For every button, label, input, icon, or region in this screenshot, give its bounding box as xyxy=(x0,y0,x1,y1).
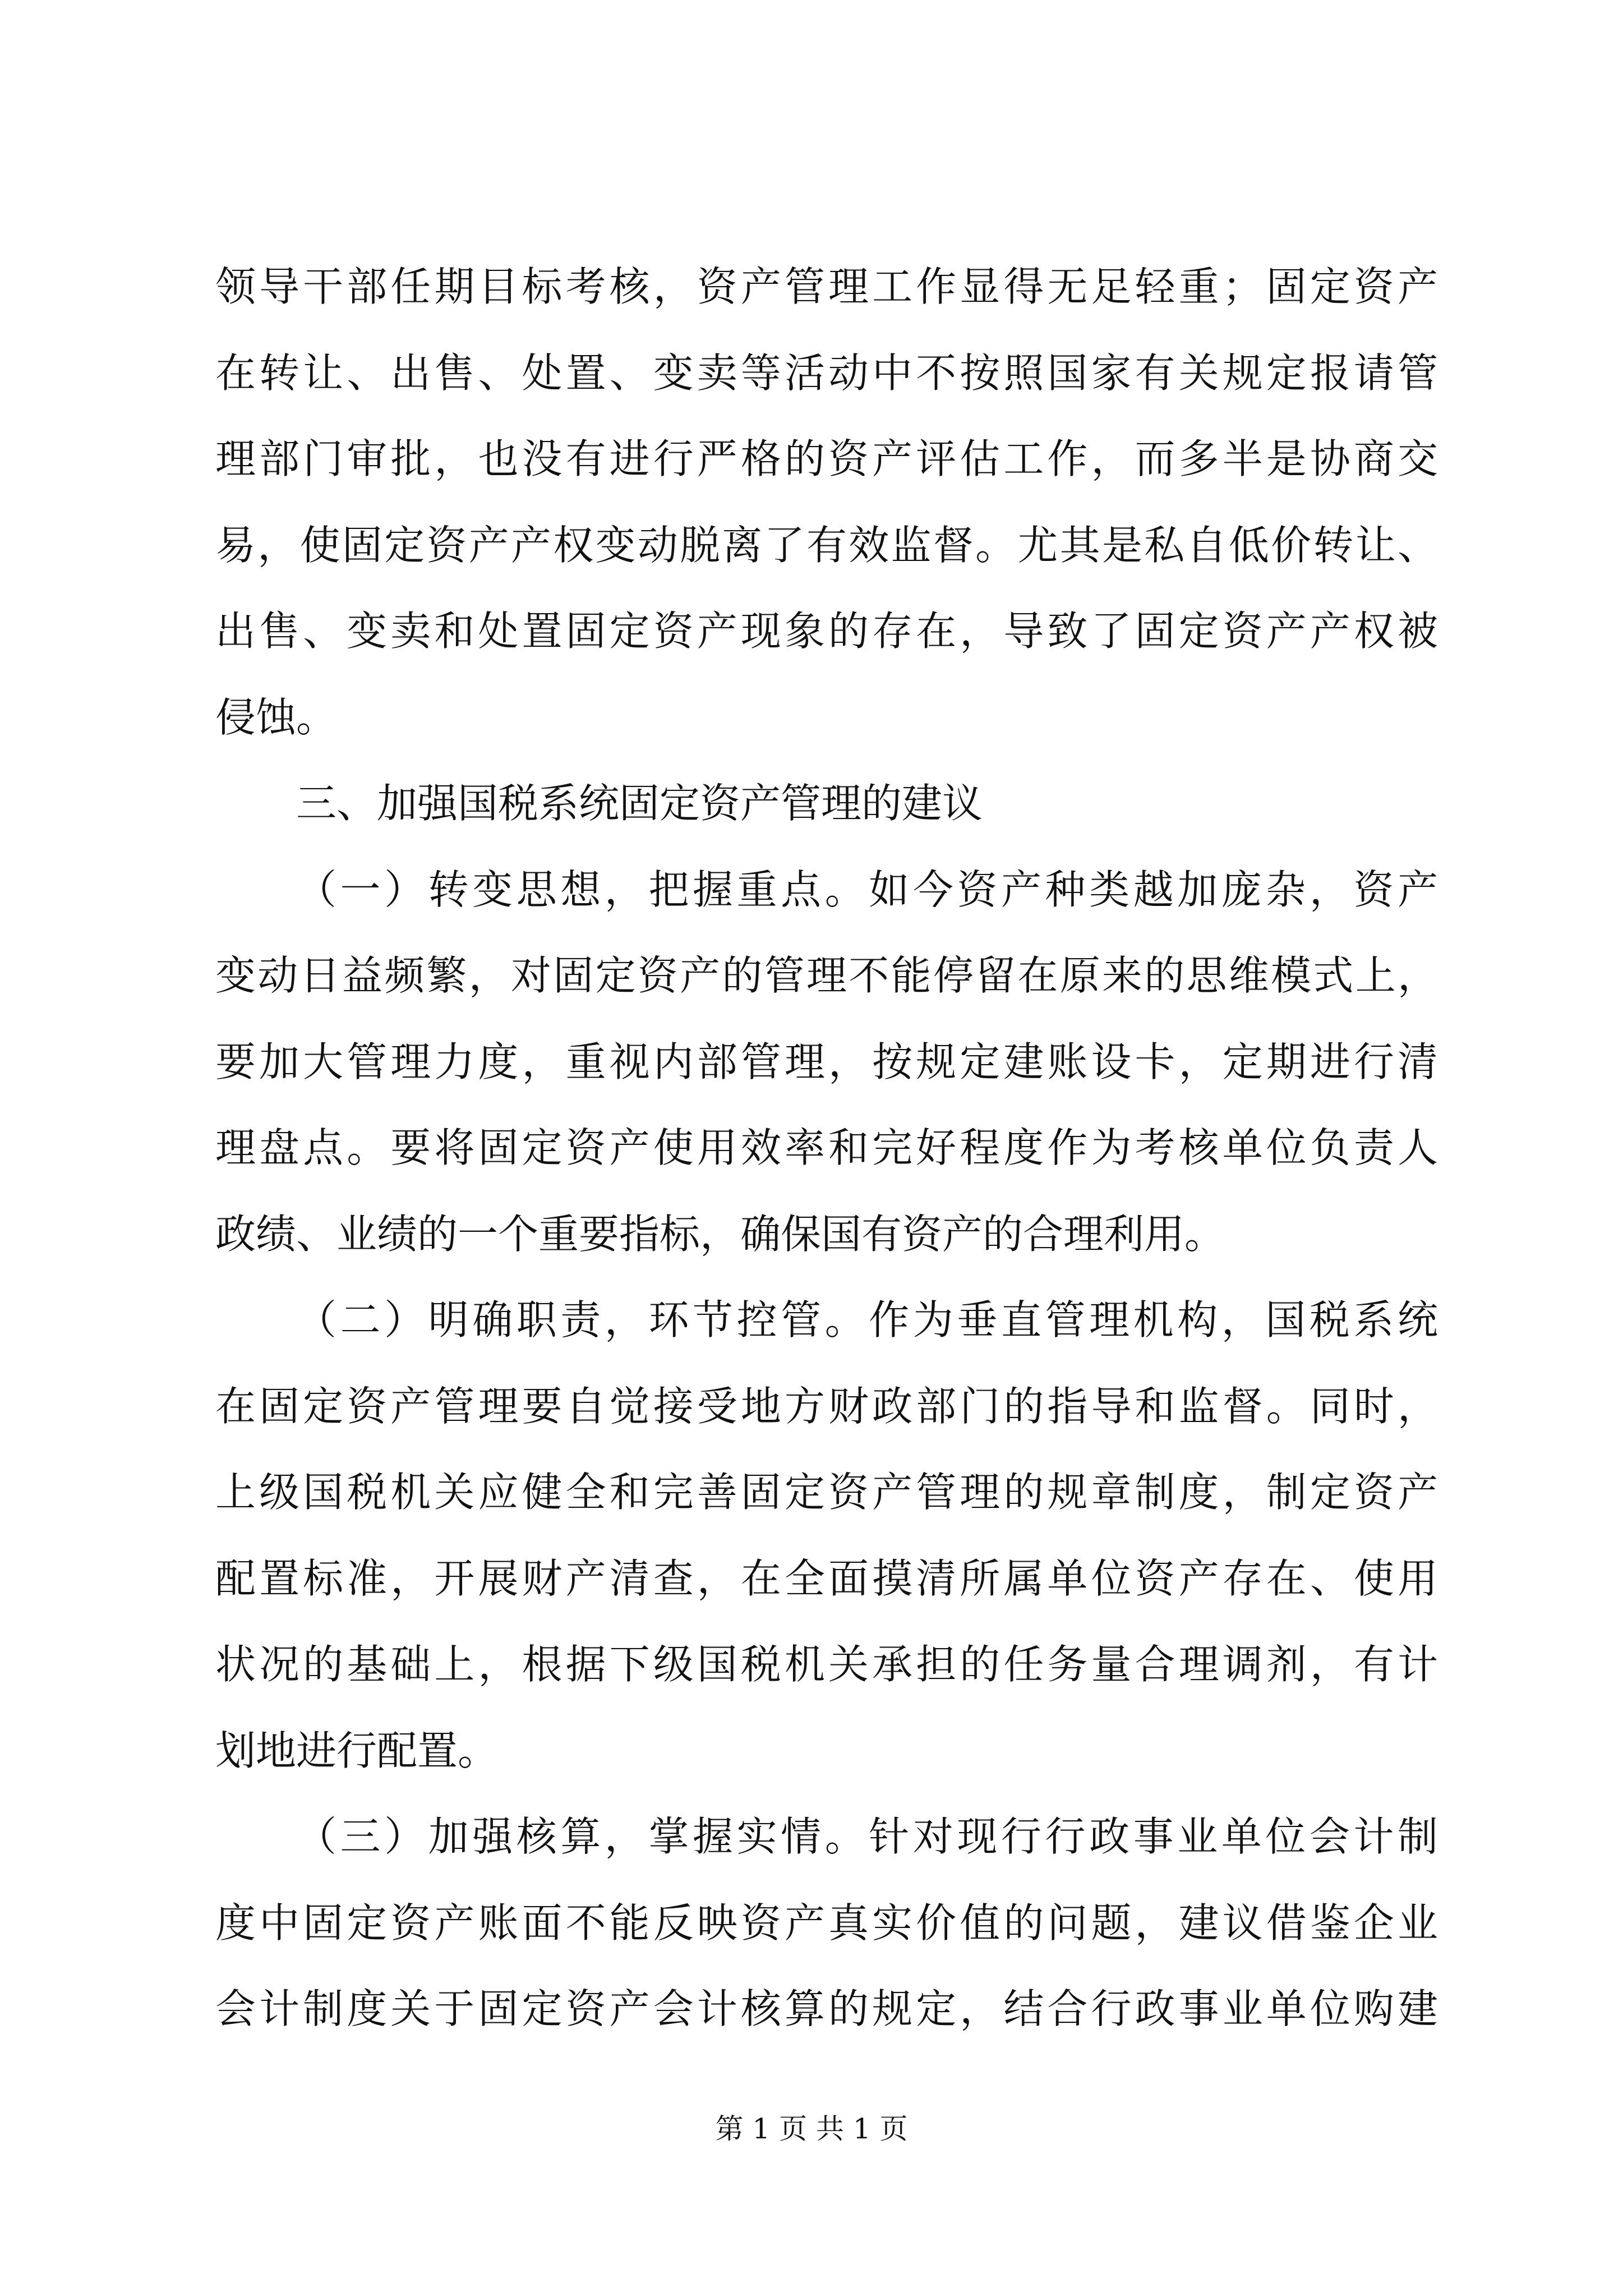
text-line: 配置标准，开展财产清查，在全面摸清所属单位资产存在、使用 xyxy=(215,1554,1438,1602)
text-line: 理盘点。要将固定资产使用效率和完好程度作为考核单位负责人 xyxy=(215,1124,1438,1171)
text-line: 在转让、出售、处置、变卖等活动中不按照国家有关规定报请管 xyxy=(215,349,1438,397)
text-line: 侵蚀。 xyxy=(215,693,337,741)
text-line: 变动日益频繁，对固定资产的管理不能停留在原来的思维模式上， xyxy=(215,952,1438,999)
page-number-footer: 第 1 页 共 1 页 xyxy=(715,2113,908,2145)
text-line: 理部门审批，也没有进行严格的资产评估工作，而多半是协商交 xyxy=(215,435,1438,482)
paragraph-first-line: （二）明确职责，环节控管。作为垂直管理机构，国税系统 xyxy=(296,1296,1438,1343)
text-line: 领导干部任期目标考核，资产管理工作显得无足轻重；固定资产 xyxy=(215,263,1438,310)
text-line: 状况的基础上，根据下级国税机关承担的任务量合理调剂，有计 xyxy=(215,1641,1438,1688)
text-line: 出售、变卖和处置固定资产现象的存在，导致了固定资产产权被 xyxy=(215,608,1438,655)
paragraph-first-line: （三）加强核算，掌握实情。针对现行行政事业单位会计制 xyxy=(296,1813,1438,1860)
text-line: 划地进行配置。 xyxy=(215,1727,499,1774)
text-line: 会计制度关于固定资产会计核算的规定，结合行政事业单位购建 xyxy=(215,1985,1438,2032)
paragraph-first-line: （一）转变思想，把握重点。如今资产种类越加庞杂，资产 xyxy=(296,866,1438,913)
text-line: 易，使固定资产产权变动脱离了有效监督。尤其是私自低价转让、 xyxy=(215,521,1438,569)
text-line: 度中固定资产账面不能反映资产真实价值的问题，建议借鉴企业 xyxy=(215,1899,1438,1947)
section-heading: 三、加强国税系统固定资产管理的建议 xyxy=(296,780,983,827)
text-line: 政绩、业绩的一个重要指标，确保国有资产的合理利用。 xyxy=(215,1210,1225,1258)
text-line: 在固定资产管理要自觉接受地方财政部门的指导和监督。同时， xyxy=(215,1382,1438,1430)
document-body xyxy=(215,244,1438,2053)
text-line: 上级国税机关应健全和完善固定资产管理的规章制度，制定资产 xyxy=(215,1469,1438,1516)
text-line: 要加大管理力度，重视内部管理，按规定建账设卡，定期进行清 xyxy=(215,1038,1438,1085)
